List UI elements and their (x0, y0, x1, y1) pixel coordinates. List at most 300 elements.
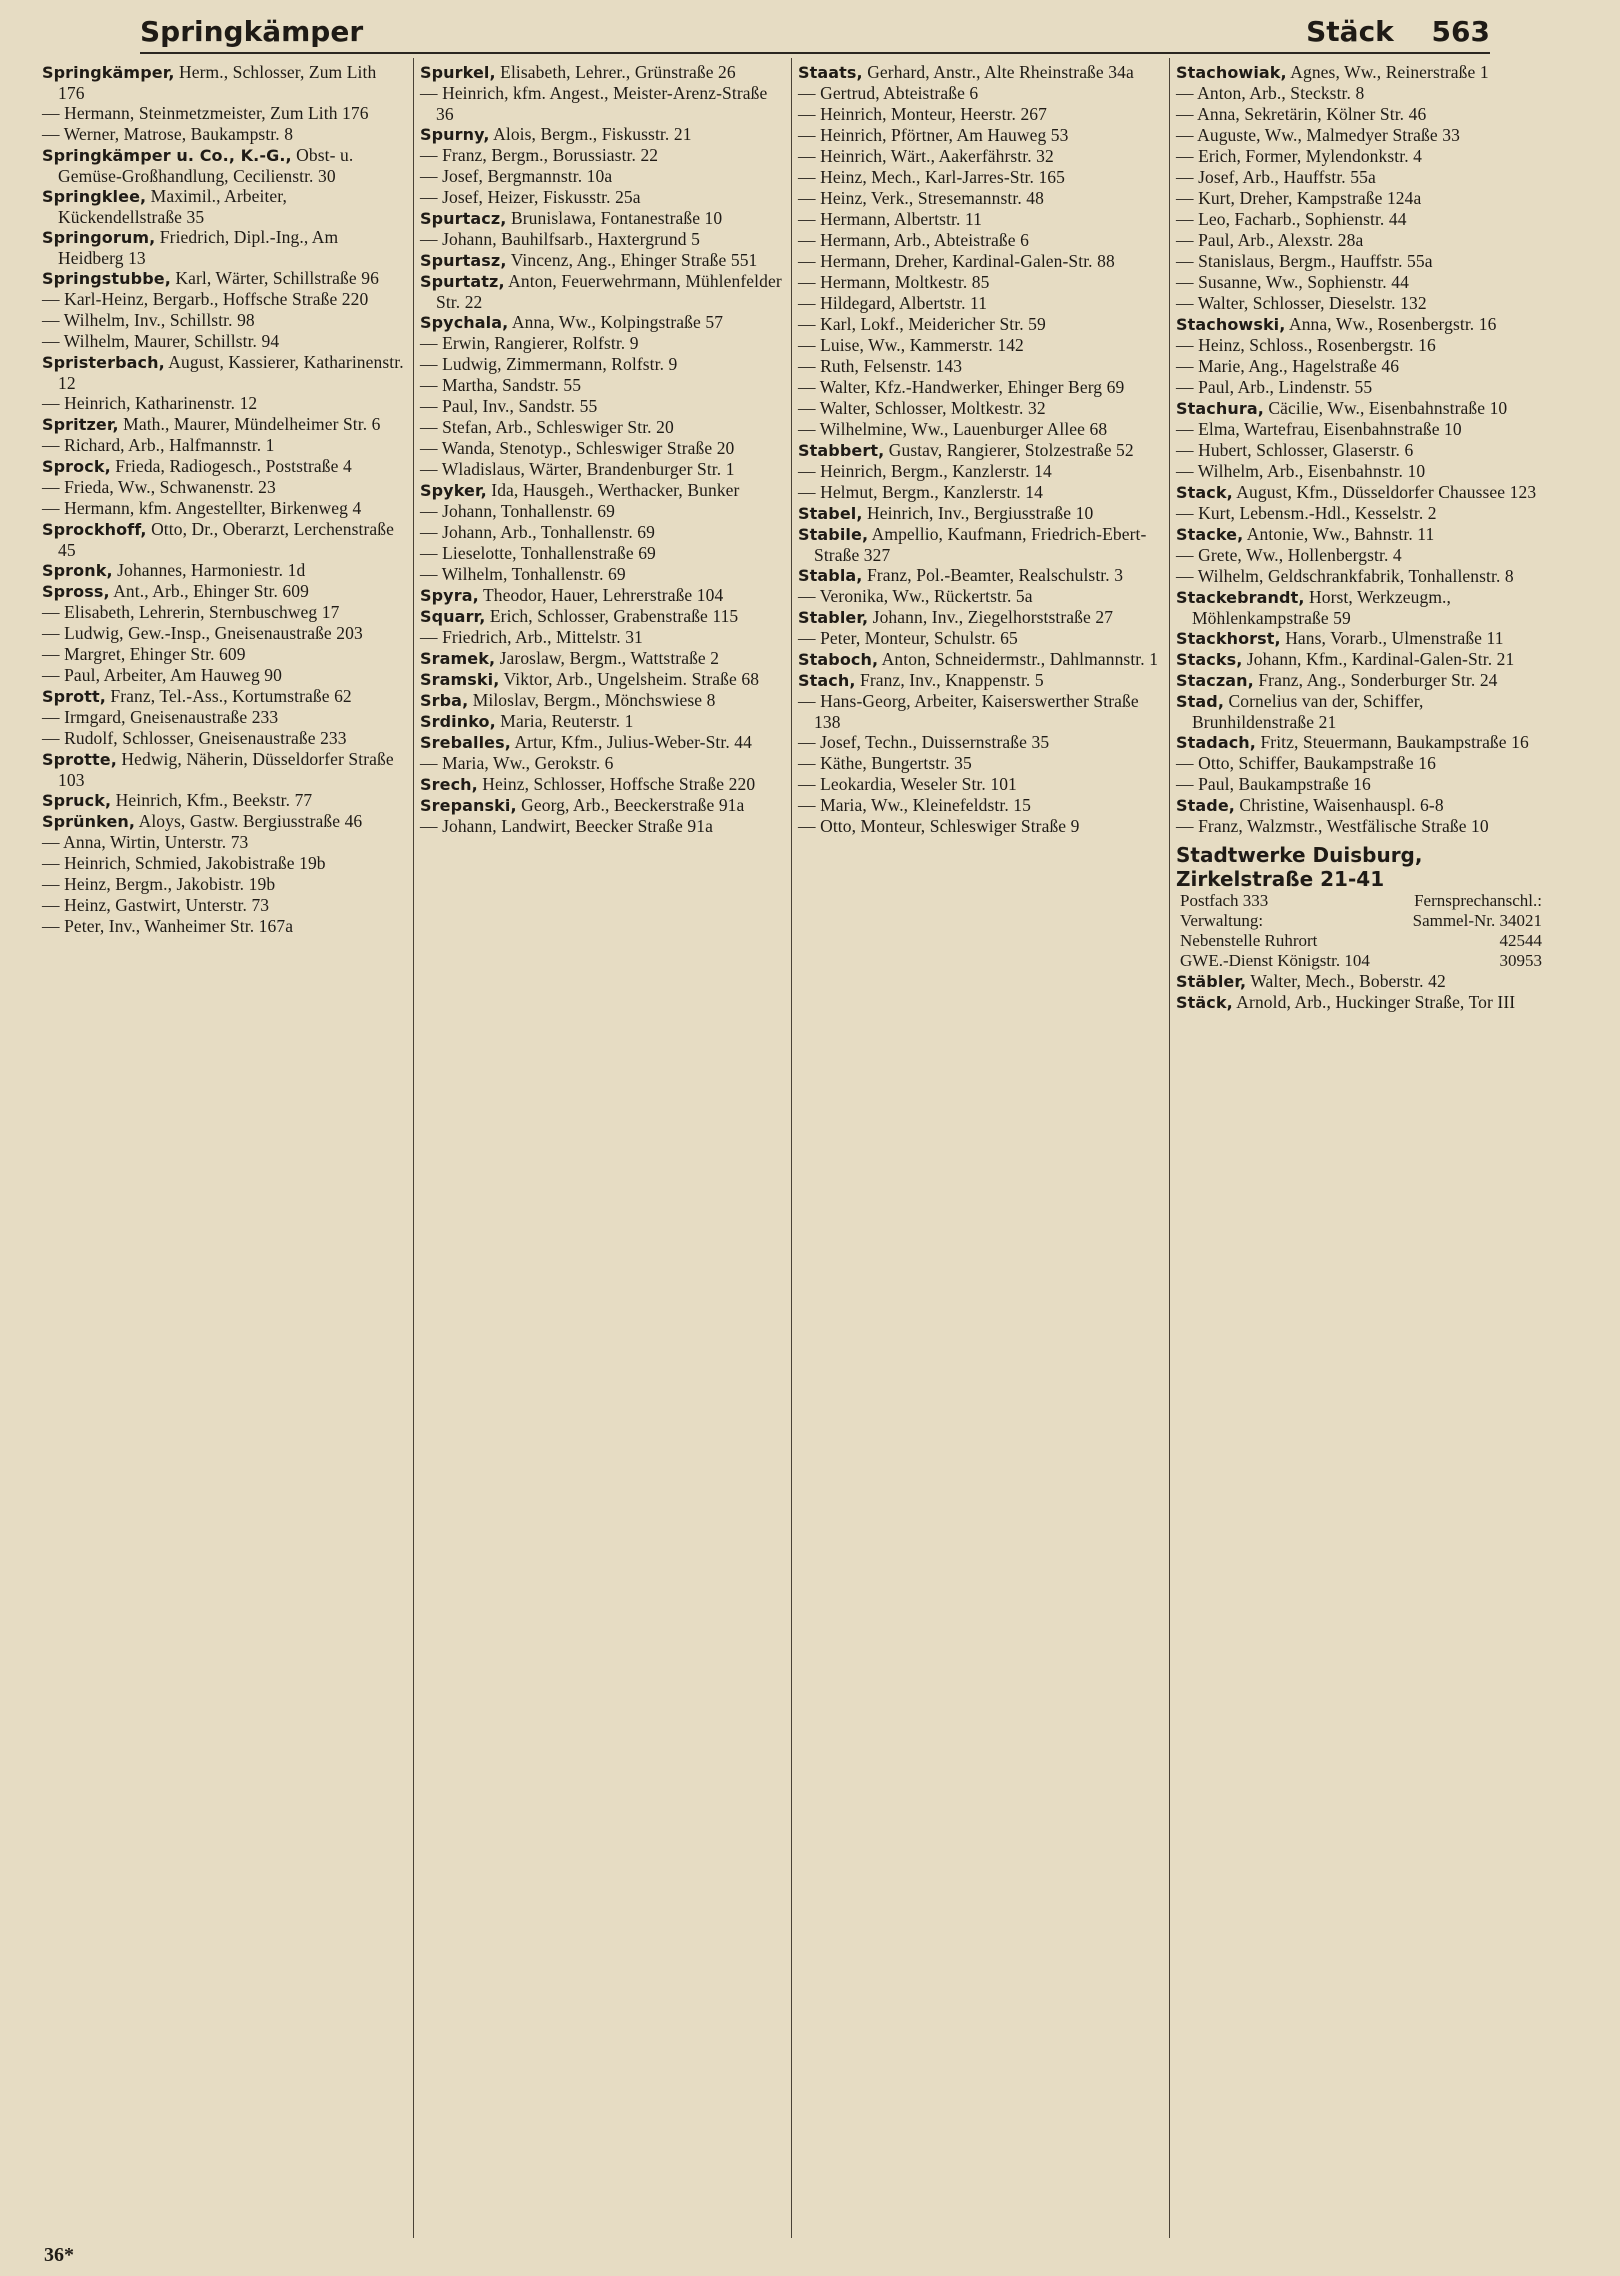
entry-details: — Erwin, Rangierer, Rolfstr. 9 (420, 333, 639, 353)
directory-entry (798, 524, 1163, 565)
directory-entry (1176, 524, 1542, 545)
stadtwerke-line-label: Verwaltung: (1180, 911, 1264, 930)
directory-entry (420, 732, 785, 753)
entry-details: — Hermann, Dreher, Kardinal-Galen-Str. 88 (798, 251, 1115, 271)
entry-details: — Josef, Arb., Hauffstr. 55a (1176, 167, 1376, 187)
directory-entry (42, 268, 407, 289)
entry-surname: Srepanski, (420, 796, 517, 815)
header-right (1278, 15, 1490, 52)
directory-entry (420, 774, 785, 795)
entry-details: — Josef, Bergmannstr. 10a (420, 166, 613, 186)
column-2 (414, 58, 792, 2238)
directory-entry (798, 774, 1163, 795)
directory-entry (1176, 816, 1542, 837)
entry-details: — Hubert, Schlosser, Glaserstr. 6 (1176, 440, 1414, 460)
entry-details: — Wilhelm, Geldschrankfabrik, Tonhallenstr. 8 (1176, 566, 1514, 586)
entry-details: — Franz, Bergm., Borussiastr. 22 (420, 145, 659, 165)
entry-surname: Stad, (1176, 692, 1224, 711)
entry-details: Gerhard, Anstr., Alte Rheinstraße 34a (862, 62, 1134, 82)
entry-details: Miloslav, Bergm., Mönchswiese 8 (468, 690, 716, 710)
directory-entry (798, 419, 1163, 440)
directory-entry (1176, 545, 1542, 566)
directory-entry (1176, 83, 1542, 104)
entry-surname: Spross, (42, 582, 110, 601)
stadtwerke-after-entries (1176, 971, 1542, 1013)
entry-details: — Hermann, Arb., Abteistraße 6 (798, 230, 1029, 250)
directory-entry (420, 459, 785, 480)
directory-entry (42, 124, 407, 145)
entry-surname: Stade, (1176, 796, 1235, 815)
stadtwerke-line-label: GWE.-Dienst Königstr. 104 (1180, 951, 1370, 970)
entry-details: Viktor, Arb., Ungelsheim. Straße 68 (499, 669, 760, 689)
directory-entry (1176, 356, 1542, 377)
stadtwerke-block (1176, 843, 1542, 1013)
directory-entry (1176, 314, 1542, 335)
entry-surname: Stabbert, (798, 441, 885, 460)
stadtwerke-line-value: Fernsprechanschl.: (1414, 891, 1542, 910)
directory-entry (420, 166, 785, 187)
entry-details: — Irmgard, Gneisenaustraße 233 (42, 707, 279, 727)
entry-details: — Peter, Monteur, Schulstr. 65 (798, 628, 1018, 648)
entry-surname: Srba, (420, 691, 469, 710)
entry-details: — Wilhelm, Inv., Schillstr. 98 (42, 310, 255, 330)
directory-entry (420, 585, 785, 606)
directory-entry (42, 310, 407, 331)
entry-surname: Stabile, (798, 525, 869, 544)
directory-entry (420, 690, 785, 711)
entry-details: Anna, Ww., Kolpingstraße 57 (508, 312, 724, 332)
entry-surname: Stäck, (1176, 993, 1233, 1012)
entry-details: — Elma, Wartefrau, Eisenbahnstraße 10 (1176, 419, 1462, 439)
entry-details: — Heinz, Gastwirt, Unterstr. 73 (42, 895, 270, 915)
stadtwerke-line-label: Postfach 333 (1180, 891, 1269, 910)
entry-details: — Anton, Arb., Steckstr. 8 (1176, 83, 1365, 103)
entry-details: — Ludwig, Zimmermann, Rolfstr. 9 (420, 354, 678, 374)
directory-entry (420, 354, 785, 375)
entry-details: — Ruth, Felsenstr. 143 (798, 356, 963, 376)
directory-entry (1176, 440, 1542, 461)
directory-entry (420, 333, 785, 354)
directory-entry (42, 728, 407, 749)
entry-details: August, Kassierer, Katharinenstr. 12 (58, 352, 404, 393)
entry-details: — Heinrich, Bergm., Kanzlerstr. 14 (798, 461, 1052, 481)
directory-entry (1176, 293, 1542, 314)
entry-details: — Walter, Kfz.-Handwerker, Ehinger Berg 69 (798, 377, 1125, 397)
entry-surname: Sprockhoff, (42, 520, 147, 539)
entry-details: — Wladislaus, Wärter, Brandenburger Str. 1 (420, 459, 735, 479)
entry-surname: Srdinko, (420, 712, 496, 731)
entry-surname: Stackhorst, (1176, 629, 1281, 648)
directory-entry (420, 229, 785, 250)
entry-surname: Sprock, (42, 457, 111, 476)
entry-surname: Sprott, (42, 687, 106, 706)
directory-entry (798, 649, 1163, 670)
directory-entry (420, 753, 785, 774)
directory-columns (36, 58, 1596, 2238)
directory-entry (1176, 732, 1542, 753)
directory-entry (420, 187, 785, 208)
entry-details: — Auguste, Ww., Malmedyer Straße 33 (1176, 125, 1460, 145)
entry-details: — Anna, Sekretärin, Kölner Str. 46 (1176, 104, 1427, 124)
entry-surname: Spritzer, (42, 415, 119, 434)
entry-details: — Wilhelm, Arb., Eisenbahnstr. 10 (1176, 461, 1426, 481)
directory-entry (42, 916, 407, 937)
directory-entry (798, 482, 1163, 503)
directory-entry (420, 627, 785, 648)
entry-details: Ampellio, Kaufmann, Friedrich-Ebert-Straße 327 (814, 524, 1147, 565)
entry-details: — Grete, Ww., Hollenbergstr. 4 (1176, 545, 1402, 565)
directory-entry (42, 352, 407, 393)
entry-details: — Kurt, Dreher, Kampstraße 124a (1176, 188, 1422, 208)
directory-entry (420, 145, 785, 166)
entry-details: Franz, Inv., Knappenstr. 5 (855, 670, 1044, 690)
entry-details: Otto, Dr., Oberarzt, Lerchenstraße 45 (58, 519, 395, 560)
directory-entry (42, 602, 407, 623)
directory-entry (798, 586, 1163, 607)
directory-entry (798, 440, 1163, 461)
directory-entry (798, 377, 1163, 398)
stadtwerke-title: Stadtwerke Duisburg, (1176, 843, 1423, 867)
directory-entry (1176, 753, 1542, 774)
directory-entry (1176, 774, 1542, 795)
directory-entry (798, 62, 1163, 83)
directory-entry (420, 83, 785, 124)
directory-entry (42, 103, 407, 124)
directory-entry (42, 560, 407, 581)
entry-details: — Wanda, Stenotyp., Schleswiger Straße 20 (420, 438, 735, 458)
directory-entry (1176, 398, 1542, 419)
entry-details: — Elisabeth, Lehrerin, Sternbuschweg 17 (42, 602, 340, 622)
entry-surname: Springkämper u. Co., K.-G., (42, 146, 292, 165)
entry-details: — Ludwig, Gew.-Insp., Gneisenaustraße 203 (42, 623, 363, 643)
directory-entry (1176, 992, 1542, 1013)
directory-entry (420, 795, 785, 816)
directory-entry (420, 522, 785, 543)
entry-details: — Heinz, Schloss., Rosenbergstr. 16 (1176, 335, 1436, 355)
entry-details: Fritz, Steuermann, Baukampstraße 16 (1255, 732, 1529, 752)
entry-details: Georg, Arb., Beeckerstraße 91a (516, 795, 745, 815)
directory-entry (1176, 125, 1542, 146)
entry-details: Anna, Ww., Rosenbergstr. 16 (1285, 314, 1497, 334)
directory-entry (798, 753, 1163, 774)
entry-details: — Johann, Arb., Tonhallenstr. 69 (420, 522, 655, 542)
entry-details: — Margret, Ehinger Str. 609 (42, 644, 246, 664)
directory-entry (42, 414, 407, 435)
entry-surname: Stabel, (798, 504, 863, 523)
entry-details: Brunislawa, Fontanestraße 10 (506, 208, 723, 228)
entry-surname: Springstubbe, (42, 269, 171, 288)
entry-details: — Leokardia, Weseler Str. 101 (798, 774, 1017, 794)
header-first-entry: Springkämper (140, 15, 364, 48)
entry-details: Vincenz, Ang., Ehinger Straße 551 (506, 250, 758, 270)
directory-entry (42, 435, 407, 456)
directory-entry (1176, 691, 1542, 732)
entry-surname: Stacks, (1176, 650, 1243, 669)
entry-details: Franz, Ang., Sonderburger Str. 24 (1253, 670, 1498, 690)
directory-entry (798, 335, 1163, 356)
entry-details: — Otto, Monteur, Schleswiger Straße 9 (798, 816, 1080, 836)
entry-details: — Heinrich, Wärt., Aakerfährstr. 32 (798, 146, 1054, 166)
stadtwerke-line (1176, 951, 1542, 971)
entry-details: Anton, Feuerwehrmann, Mühlenfelder Str. 22 (436, 271, 782, 312)
directory-entry (42, 623, 407, 644)
directory-entry (1176, 251, 1542, 272)
entry-details: Math., Maurer, Mündelheimer Str. 6 (118, 414, 381, 434)
directory-entry (1176, 971, 1542, 992)
entry-details: Johann, Kfm., Kardinal-Galen-Str. 21 (1242, 649, 1515, 669)
directory-entry (798, 167, 1163, 188)
directory-entry (1176, 335, 1542, 356)
directory-entry (798, 83, 1163, 104)
directory-entry (420, 271, 785, 312)
entry-details: — Wilhelm, Maurer, Schillstr. 94 (42, 331, 280, 351)
entry-details: — Heinz, Bergm., Jakobistr. 19b (42, 874, 276, 894)
entry-details: — Hermann, Moltkestr. 85 (798, 272, 990, 292)
entry-details: — Werner, Matrose, Baukampstr. 8 (42, 124, 294, 144)
directory-entry (1176, 503, 1542, 524)
entry-surname: Spurtasz, (420, 251, 507, 270)
entry-surname: Spurtatz, (420, 272, 505, 291)
directory-entry (798, 398, 1163, 419)
directory-entry (798, 293, 1163, 314)
entry-details: — Stanislaus, Bergm., Hauffstr. 55a (1176, 251, 1433, 271)
directory-entry (798, 565, 1163, 586)
entry-surname: Stackebrandt, (1176, 588, 1305, 607)
directory-entry (42, 498, 407, 519)
header-last-entry: Stäck (1306, 15, 1394, 48)
directory-entry (798, 251, 1163, 272)
entry-details: — Heinrich, Monteur, Heerstr. 267 (798, 104, 1048, 124)
entry-details: — Paul, Baukampstraße 16 (1176, 774, 1371, 794)
directory-entry (1176, 566, 1542, 587)
stadtwerke-line (1176, 911, 1542, 931)
directory-entry (42, 477, 407, 498)
entry-details: Walter, Mech., Boberstr. 42 (1246, 971, 1446, 991)
entry-details: — Karl-Heinz, Bergarb., Hoffsche Straße 220 (42, 289, 369, 309)
stadtwerke-line-label: Nebenstelle Ruhrort (1180, 931, 1318, 950)
entry-details: — Hans-Georg, Arbeiter, Kaiserswerther Straße 138 (798, 691, 1139, 732)
entry-surname: Spristerbach, (42, 353, 165, 372)
entry-details: — Veronika, Ww., Rückertstr. 5a (798, 586, 1033, 606)
directory-entry (798, 104, 1163, 125)
directory-entry (1176, 461, 1542, 482)
entry-details: — Kurt, Lebensm.-Hdl., Kesselstr. 2 (1176, 503, 1437, 523)
entry-details: Johannes, Harmoniestr. 1d (112, 560, 306, 580)
directory-entry (798, 146, 1163, 167)
entry-surname: Stack, (1176, 483, 1233, 502)
entry-details: Elisabeth, Lehrer., Grünstraße 26 (495, 62, 736, 82)
stadtwerke-lines (1176, 891, 1542, 971)
directory-entry (420, 564, 785, 585)
directory-entry (798, 670, 1163, 691)
entry-details: — Heinrich, Schmied, Jakobistraße 19b (42, 853, 326, 873)
directory-entry (42, 707, 407, 728)
directory-entry (42, 811, 407, 832)
entry-details: Heinz, Schlosser, Hoffsche Straße 220 (477, 774, 756, 794)
directory-entry (420, 124, 785, 145)
stadtwerke-address: Zirkelstraße 21-41 (1176, 867, 1385, 891)
entry-surname: Stadach, (1176, 733, 1256, 752)
entry-details: Anton, Schneidermstr., Dahlmannstr. 1 (878, 649, 1159, 669)
entry-details: — Josef, Techn., Duissernstraße 35 (798, 732, 1050, 752)
directory-entry (798, 461, 1163, 482)
entry-details: — Gertrud, Abteistraße 6 (798, 83, 979, 103)
entry-details: Maximil., Arbeiter, Kückendellstraße 35 (58, 186, 287, 227)
directory-entry (42, 393, 407, 414)
entry-details: Friedrich, Dipl.-Ing., Am Heidberg 13 (58, 227, 339, 268)
directory-entry (420, 816, 785, 837)
entry-details: Horst, Werkzeugm., Möhlenkampstraße 59 (1192, 587, 1451, 628)
directory-entry (420, 480, 785, 501)
directory-entry (798, 314, 1163, 335)
entry-details: — Heinrich, Katharinenstr. 12 (42, 393, 258, 413)
entry-details: — Walter, Schlosser, Dieselstr. 132 (1176, 293, 1427, 313)
entry-surname: Spychala, (420, 313, 509, 332)
directory-entry (1176, 795, 1542, 816)
directory-entry (798, 356, 1163, 377)
entry-details: Maria, Reuterstr. 1 (495, 711, 634, 731)
entry-details: Aloys, Gastw. Bergiusstraße 46 (135, 811, 363, 831)
directory-entry (1176, 146, 1542, 167)
directory-entry (42, 749, 407, 790)
entry-details: — Johann, Landwirt, Beecker Straße 91a (420, 816, 713, 836)
directory-entry (1176, 167, 1542, 188)
entry-details: Heinrich, Kfm., Beekstr. 77 (111, 790, 313, 810)
stadtwerke-line-value: Sammel-Nr. 34021 (1412, 911, 1542, 930)
directory-entry (798, 125, 1163, 146)
directory-entry (1176, 377, 1542, 398)
directory-entry (42, 456, 407, 477)
entry-details: Karl, Wärter, Schillstraße 96 (170, 268, 379, 288)
directory-entry (420, 208, 785, 229)
stadtwerke-line (1176, 931, 1542, 951)
entry-details: Gustav, Rangierer, Stolzestraße 52 (884, 440, 1134, 460)
column-4-entries (1176, 62, 1542, 837)
entry-surname: Spurtacz, (420, 209, 507, 228)
directory-entry (42, 581, 407, 602)
directory-entry (42, 289, 407, 310)
directory-entry (42, 665, 407, 686)
directory-entry (42, 874, 407, 895)
entry-details: — Helmut, Bergm., Kanzlerstr. 14 (798, 482, 1043, 502)
entry-details: — Paul, Arbeiter, Am Hauweg 90 (42, 665, 282, 685)
entry-details: — Marie, Ang., Hagelstraße 46 (1176, 356, 1400, 376)
entry-surname: Sramek, (420, 649, 496, 668)
entry-details: — Paul, Inv., Sandstr. 55 (420, 396, 598, 416)
entry-surname: Srech, (420, 775, 478, 794)
entry-details: — Josef, Heizer, Fiskusstr. 25a (420, 187, 641, 207)
entry-surname: Springkämper, (42, 63, 175, 82)
entry-details: — Wilhelmine, Ww., Lauenburger Allee 68 (798, 419, 1108, 439)
entry-details: Hedwig, Näherin, Düsseldorfer Straße 103 (58, 749, 394, 790)
entry-details: — Hildegard, Albertstr. 11 (798, 293, 988, 313)
entry-surname: Stacke, (1176, 525, 1244, 544)
directory-entry (1176, 670, 1542, 691)
entry-details: — Erich, Former, Mylendonkstr. 4 (1176, 146, 1423, 166)
directory-entry (798, 607, 1163, 628)
directory-entry (1176, 628, 1542, 649)
entry-details: — Peter, Inv., Wanheimer Str. 167a (42, 916, 294, 936)
entry-surname: Stabler, (798, 608, 869, 627)
directory-entry (420, 438, 785, 459)
entry-details: — Wilhelm, Tonhallenstr. 69 (420, 564, 626, 584)
entry-details: Agnes, Ww., Reinerstraße 1 (1286, 62, 1489, 82)
entry-details: — Maria, Ww., Kleinefeldstr. 15 (798, 795, 1031, 815)
entry-details: Ant., Arb., Ehinger Str. 609 (109, 581, 309, 601)
entry-surname: Sramski, (420, 670, 500, 689)
entry-details: — Paul, Arb., Lindenstr. 55 (1176, 377, 1373, 397)
entry-surname: Stachura, (1176, 399, 1264, 418)
directory-entry (798, 188, 1163, 209)
entry-details: — Richard, Arb., Halfmannstr. 1 (42, 435, 275, 455)
entry-surname: Sprünken, (42, 812, 136, 831)
directory-entry (420, 501, 785, 522)
directory-entry (42, 895, 407, 916)
directory-entry (1176, 587, 1542, 628)
entry-details: — Johann, Bauhilfsarb., Haxtergrund 5 (420, 229, 700, 249)
entry-details: — Frieda, Ww., Schwanenstr. 23 (42, 477, 276, 497)
directory-entry (42, 686, 407, 707)
directory-entry (42, 331, 407, 352)
directory-entry (42, 62, 407, 103)
directory-entry (420, 375, 785, 396)
entry-details: Franz, Tel.-Ass., Kortumstraße 62 (105, 686, 352, 706)
entry-surname: Springorum, (42, 228, 156, 247)
stadtwerke-line (1176, 891, 1542, 911)
entry-details: Theodor, Hauer, Lehrerstraße 104 (478, 585, 724, 605)
directory-entry (42, 186, 407, 227)
entry-surname: Sprotte, (42, 750, 117, 769)
directory-entry (798, 503, 1163, 524)
directory-entry (420, 648, 785, 669)
entry-surname: Stachowski, (1176, 315, 1286, 334)
entry-details: — Hermann, kfm. Angestellter, Birkenweg 4 (42, 498, 362, 518)
entry-details: Jaroslaw, Bergm., Wattstraße 2 (495, 648, 720, 668)
directory-entry (1176, 649, 1542, 670)
entry-details: — Heinz, Verk., Stresemannstr. 48 (798, 188, 1044, 208)
entry-surname: Sreballes, (420, 733, 511, 752)
directory-entry (798, 230, 1163, 251)
directory-entry (42, 832, 407, 853)
entry-details: — Rudolf, Schlosser, Gneisenaustraße 233 (42, 728, 347, 748)
directory-entry (420, 250, 785, 271)
directory-entry (1176, 188, 1542, 209)
entry-surname: Springklee, (42, 187, 147, 206)
entry-details: Herm., Schlosser, Zum Lith 176 (58, 62, 377, 103)
column-1 (36, 58, 414, 2238)
stadtwerke-line-value: 42544 (1499, 931, 1542, 950)
directory-entry (798, 691, 1163, 732)
directory-entry (42, 853, 407, 874)
entry-details: — Johann, Tonhallenstr. 69 (420, 501, 615, 521)
entry-details: — Karl, Lokf., Meidericher Str. 59 (798, 314, 1046, 334)
column-4 (1170, 58, 1548, 2238)
directory-entry (1176, 272, 1542, 293)
entry-details: — Maria, Ww., Gerokstr. 6 (420, 753, 614, 773)
entry-details: — Heinrich, kfm. Angest., Meister-Arenz-Straße 36 (420, 83, 768, 124)
entry-details: Alois, Bergm., Fiskusstr. 21 (489, 124, 692, 144)
entry-surname: Spronk, (42, 561, 113, 580)
directory-entry (798, 816, 1163, 837)
directory-entry (42, 227, 407, 268)
entry-details: Erich, Schlosser, Grabenstraße 115 (485, 606, 739, 626)
entry-surname: Staboch, (798, 650, 879, 669)
directory-entry (798, 732, 1163, 753)
entry-details: — Otto, Schiffer, Baukampstraße 16 (1176, 753, 1436, 773)
entry-surname: Spyker, (420, 481, 487, 500)
entry-details: — Leo, Facharb., Sophienstr. 44 (1176, 209, 1407, 229)
directory-entry (798, 795, 1163, 816)
